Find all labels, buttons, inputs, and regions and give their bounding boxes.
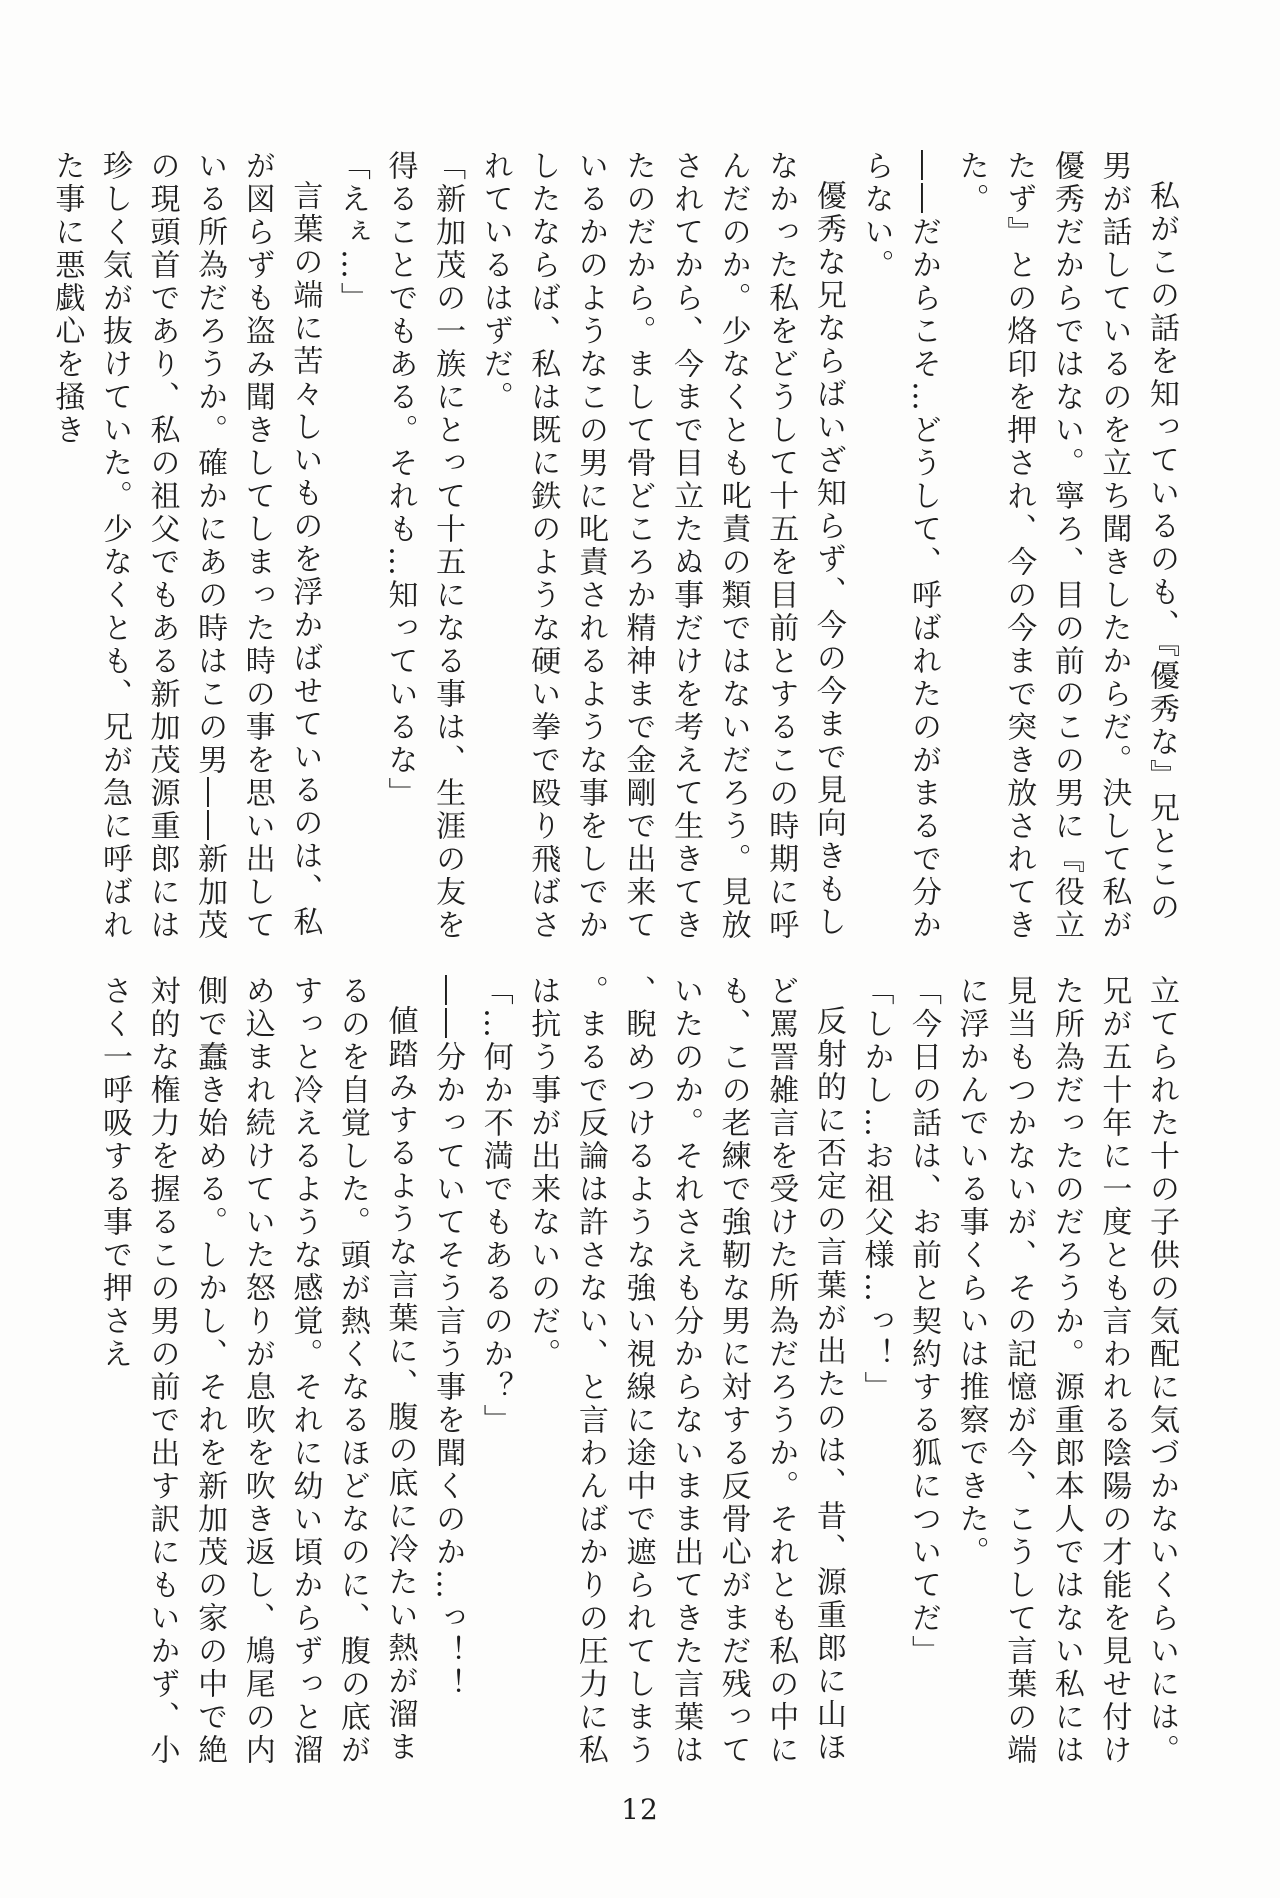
dialogue-line: 「今日の話は、お前と契約する狐についてだ」 bbox=[906, 975, 942, 1668]
paragraph: 値踏みするような言葉に、腹の底に冷たい熱が溜まるのを自覚した。頭が熱くなるほどなのに、腹の底がすっと冷えるような感覚。それに幼い頃からずっと溜め込まれ続けていた怒りが息吹を吹き返し、鳩尾の内側で蠢き始める。しかし、それを新加茂の家の中で絶対的な権力を握るこの男の前で出す訳にもいかず、小さく一呼吸する事で押さえ bbox=[96, 975, 418, 1767]
paragraph: 私がこの話を知っているのも、『優秀な』兄とこの男が話しているのを立ち聞きしたからだ。決して私が優秀だからではない。寧ろ、目の前のこの男に『役立たず』との烙印を押され、今の今まで突き放されてきた。 bbox=[953, 150, 1179, 942]
lower-vertical-text bbox=[95, 975, 1185, 1770]
dialogue-line: 「…何か不満でもあるのか？」 bbox=[477, 975, 513, 1437]
upper-text-block bbox=[49, 150, 1185, 950]
paragraph-continued: 立てられた十の子供の気配に気づかないくらいには。兄が五十年に一度とも言われる陰陽の才能を見せ付けた所為だったのだろうか。源重郎本人ではない私には見当もつかないが、その記憶が今、こうして言葉の端に浮かんでいる事くらいは推察できた。 bbox=[953, 975, 1179, 1767]
paragraph-dash: ――だからこそ…どうして、呼ばれたのがまるで分からない。 bbox=[858, 150, 942, 942]
paragraph-dash: ――分かっていてそう言う事を聞くのか…っ！！ bbox=[430, 975, 466, 1701]
dialogue-line: 「えぇ…」 bbox=[334, 150, 370, 315]
dialogue-line: 「新加茂の一族にとって十五になる事は、生涯の友を得ることでもある。それも…知っているな」 bbox=[382, 150, 466, 942]
paragraph: 優秀な兄ならばいざ知らず、今の今まで見向きもしなかった私をどうして十五を目前とするこの時期に呼んだのか。少なくとも叱責の類ではないだろう。見放されてから、今まで目立たぬ事だけを考えて生きてきたのだから。まして骨どころか精神まで金剛で出来ているかのようなこの男に叱責されるような事をしでかしたならば、私は既に鉄のような硬い拳で殴り飛ばされているはずだ。 bbox=[477, 150, 846, 942]
page-number: 12 bbox=[621, 1793, 659, 1826]
paragraph: 言葉の端に苦々しいものを浮かばせているのは、私が図らずも盗み聞きしてしまった時の事を思い出している所為だろうか。確かにあの時はこの男――新加茂の現頭首であり、私の祖父でもある新加茂源重郎には珍しく気が抜けていた。少なくとも、兄が急に呼ばれた事に悪戯心を掻き bbox=[49, 150, 323, 942]
paragraph: 反射的に否定の言葉が出たのは、昔、源重郎に山ほど罵詈雑言を受けた所為だろうか。それとも私の中にも、この老練で強靭な男に対する反骨心がまだ残っていたのか。それさえも分からないまま出てきた言葉は、睨めつけるような強い視線に途中で遮られてしまう。まるで反論は許さない、と言わんばかりの圧力に私は抗う事が出来ないのだ。 bbox=[525, 975, 846, 1767]
upper-vertical-text bbox=[49, 150, 1185, 950]
dialogue-line: 「しかし…お祖父様…っ！」 bbox=[858, 975, 894, 1404]
lower-text-block bbox=[95, 975, 1185, 1770]
